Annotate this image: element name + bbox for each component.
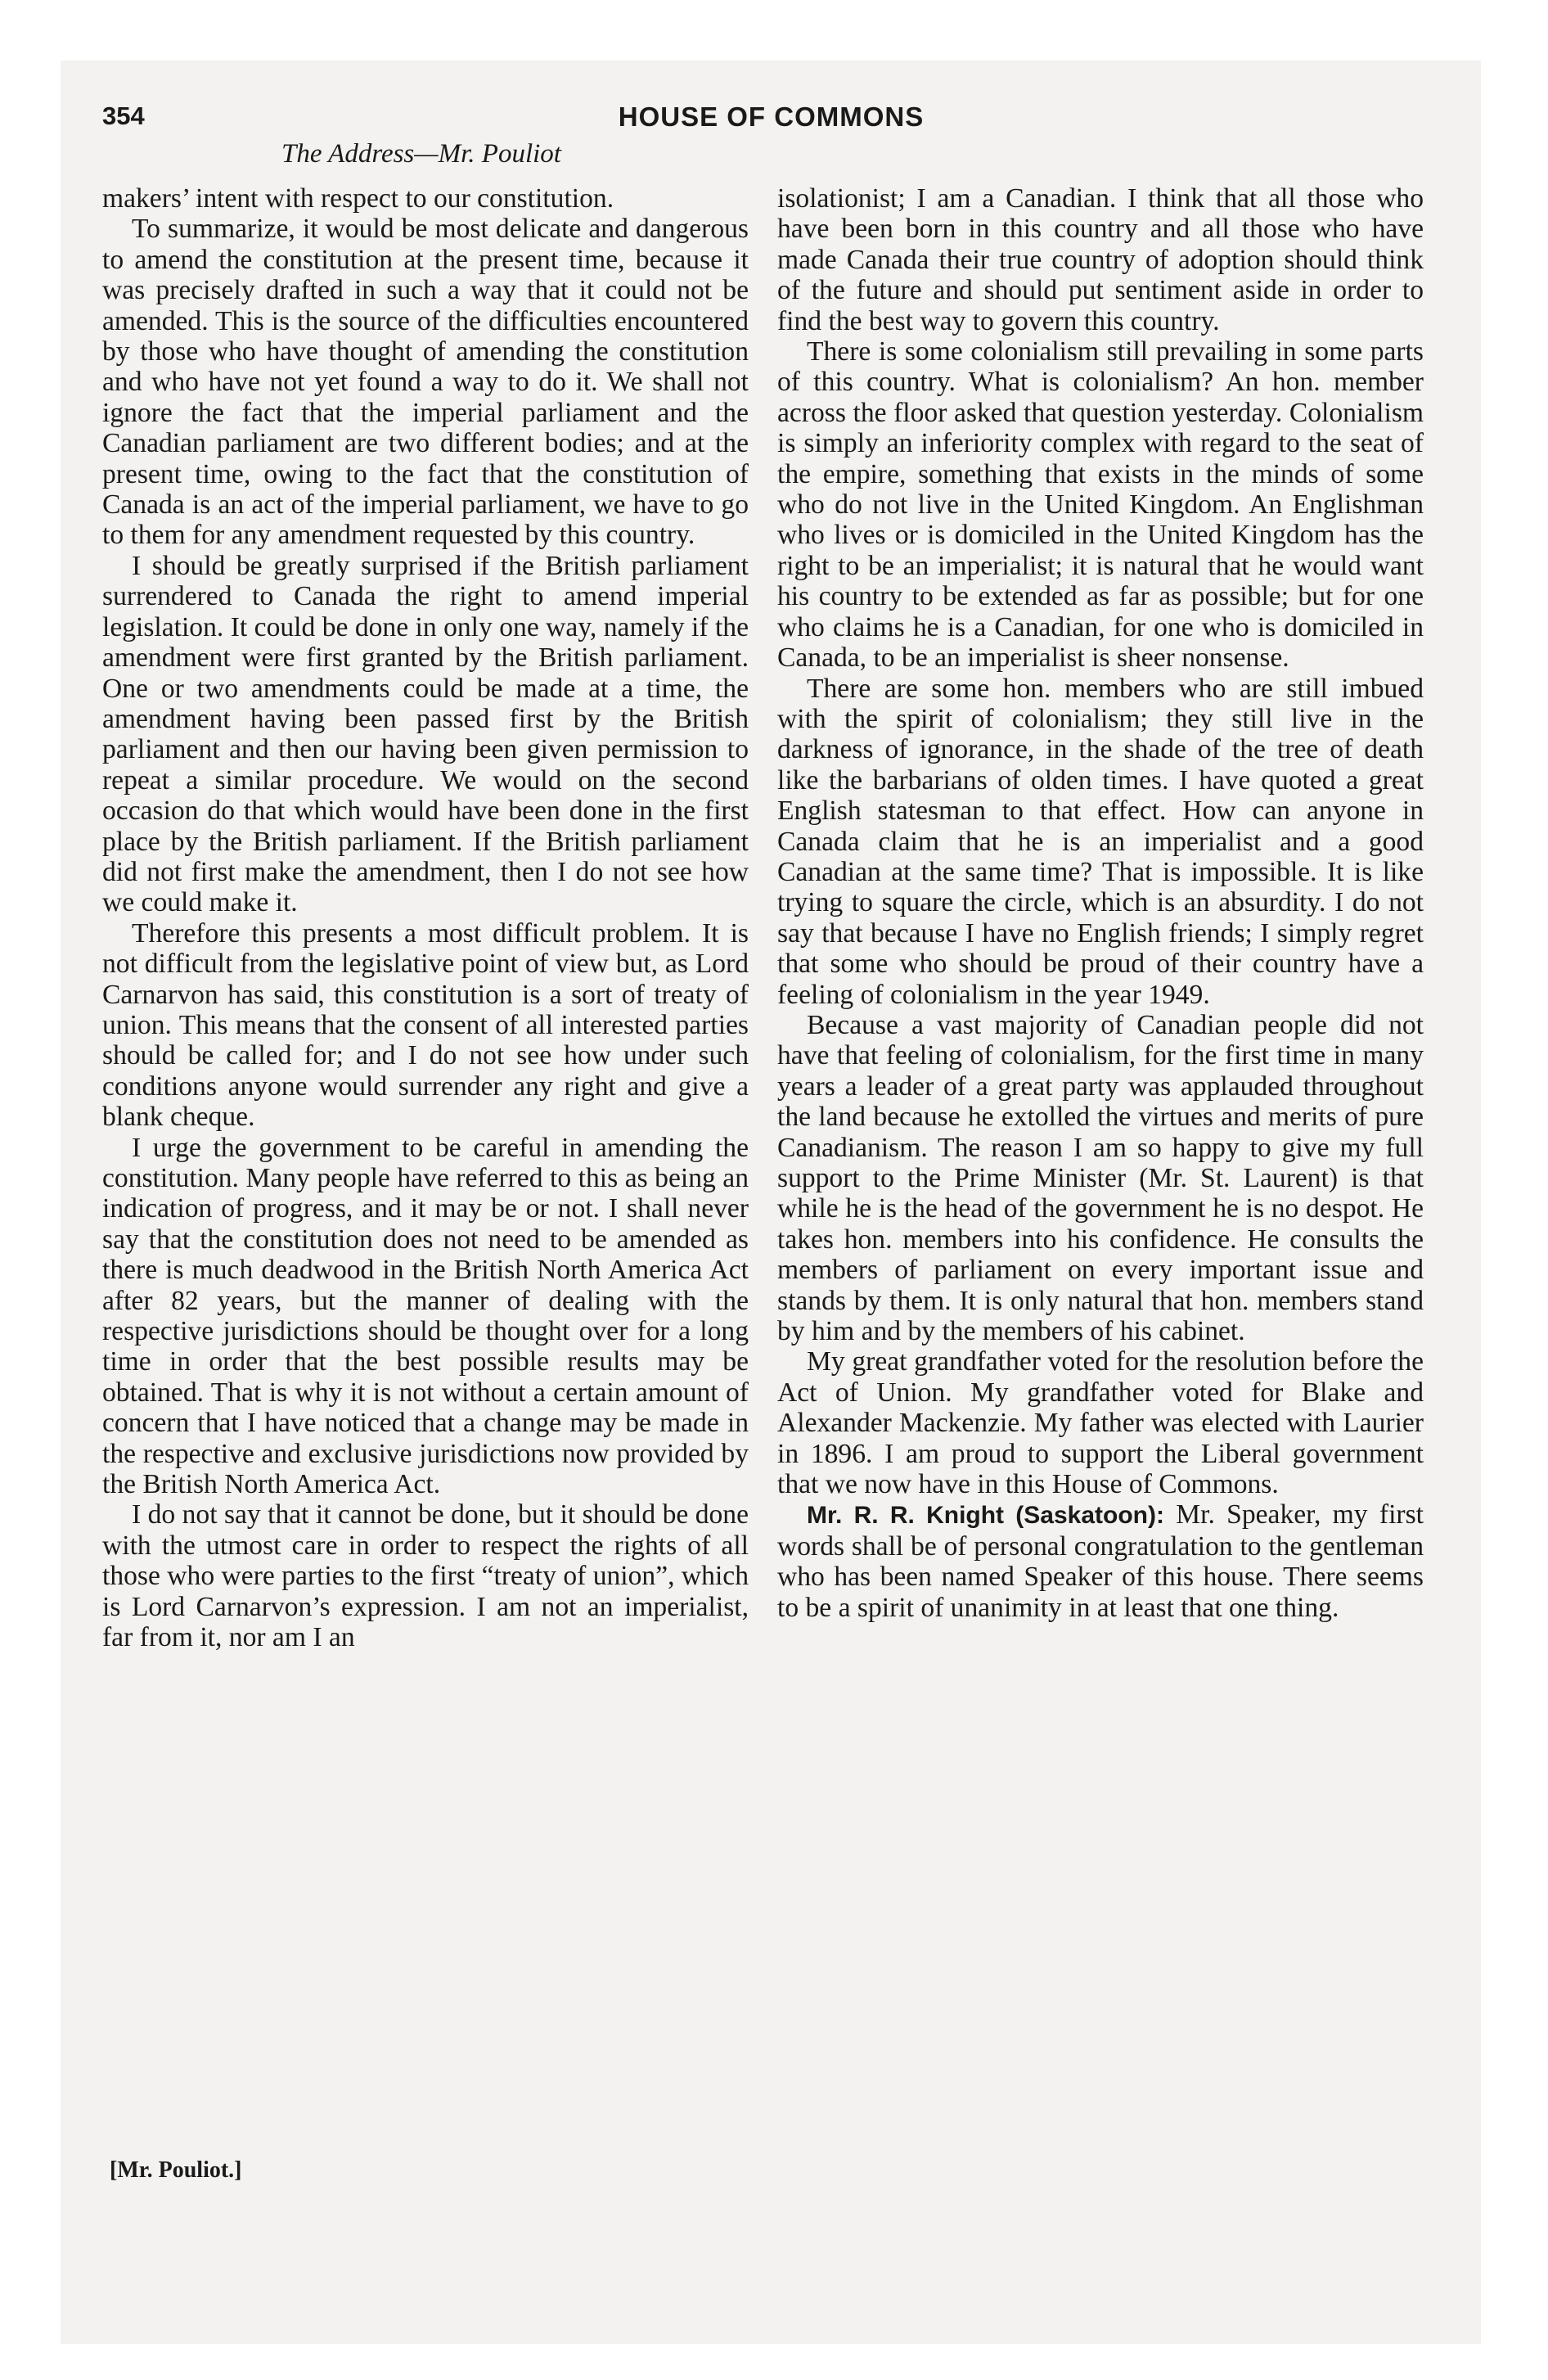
right-column <box>777 183 1424 1623</box>
speaker-name: Mr. R. R. Knight (Saskatoon): <box>807 1502 1164 1530</box>
paragraph: isolationist; I am a Canadian. I think that all those who have been born in this country and all those who have made Canada their true country of adoption should think of the future and should put sentiment aside in order to find the best way to govern this country. <box>777 183 1424 336</box>
paragraph: My great grandfather voted for the resolution before the Act of Union. My grandfather voted for Blake and Alexander Mackenzie. My father was elected with Laurier in 1896. I am proud to support the Liberal government that we now have in this House of Commons. <box>777 1346 1424 1500</box>
page-number: 354 <box>102 101 145 130</box>
paragraph: There are some hon. members who are still imbued with the spirit of colonialism; they still live in the darkness of ignorance, in the shade of the tree of death like the barbarians of olden times. I have quoted a great English statesman to that effect. How can anyone in Canada claim that he is an imperialist and a good Canadian at the same time? That is impossible. It is like trying to square the circle, which is an absurdity. I do not say that because I have no English friends; I simply regret that some who should be proud of their country have a feeling of colonialism in the year 1949. <box>777 673 1424 1010</box>
paragraph: I do not say that it cannot be done, but it should be done with the utmost care in order to respect the rights of all those who were parties to the first “treaty of union”, which is Lord Carnarvon’s expression. I am not an imperialist, far from it, nor am I an <box>102 1499 749 1653</box>
page-header <box>102 101 1440 141</box>
paragraph: I should be greatly surprised if the British parliament surrendered to Canada the right to amend imperial legislation. It could be done in only one way, namely if the amendment were first granted by the British parliament. One or two amendments could be made at a time, the amendment having been passed first by the British parliament and then our having been given permission to repeat a similar procedure. We would on the second occasion do that which would have been done in the first place by the British parliament. If the British parliament did not first make the amendment, then I do not see how we could make it. <box>102 550 749 918</box>
paragraph: Therefore this presents a most difficult problem. It is not difficult from the legislative point of view but, as Lord Carnarvon has said, this constitution is a sort of treaty of union. This means that the consent of all interested parties should be called for; and I do not see how under such conditions anyone would surrender any right and give a blank cheque. <box>102 917 749 1133</box>
speech-text: Mr. Speaker, my first words shall be of personal congratulation to the gentleman who has been named Speaker of this house. There seems to be a spirit of unanimity in at least that one thing. <box>777 1499 1424 1623</box>
paragraph: I urge the government to be careful in amending the constitution. Many people have referred to this as being an indication of progress, and it may be or not. I shall never say that the constitution does not need to be amended as there is much deadwood in the British North America Act after 82 years, but the manner of dealing with the respective jurisdictions should be thought over for a long time in order that the best possible results may be obtained. That is why it is not without a certain amount of concern that I have noticed that a change may be made in the respective and exclusive jurisdictions now provided by the British North America Act. <box>102 1132 749 1500</box>
paragraph: To summarize, it would be most delicate and dangerous to amend the constitution at the present time, because it was precisely drafted in such a way that it could not be amended. This is the source of the difficulties encountered by those who have thought of amending the constitution and who have not yet found a way to do it. We shall not ignore the fact that the imperial parliament and the Canadian parliament are two different bodies; and at the present time, owing to the fact that the constitution of Canada is an act of the imperial parliament, we have to go to them for any amendment requested by this country. <box>102 214 749 551</box>
paragraph: makers’ intent with respect to our constitution. <box>102 183 614 214</box>
running-head: HOUSE OF COMMONS <box>618 101 925 132</box>
paragraph: Because a vast majority of Canadian people did not have that feeling of colonialism, for the first time in many years a leader of a great party was applauded throughout the land because he extolled the virtues and merits of pure Canadianism. The reason I am so happy to give my full support to the Prime Minister (Mr. St. Laurent) is that while he is the head of the government he is no despot. He takes hon. members into his confidence. He consults the members of parliament on every important issue and stands by them. It is only natural that hon. members stand by him and by the members of his cabinet. <box>777 1009 1424 1347</box>
footer-speaker-tag: [Mr. Pouliot.] <box>110 2157 242 2183</box>
left-column <box>102 183 749 1653</box>
speech-paragraph <box>777 1499 1424 1623</box>
paragraph: There is some colonialism still prevailing in some parts of this country. What is colonialism? An hon. member across the floor asked that question yesterday. Colonialism is simply an inferiority complex with regard to the seat of the empire, something that exists in the minds of some who do not live in the United Kingdom. An Englishman who lives or is domiciled in the United Kingdom has the right to be an imperialist; it is natural that he would want his country to be extended as far as possible; but for one who claims he is a Canadian, for one who is domiciled in Canada, to be an imperialist is sheer nonsense. <box>777 336 1424 674</box>
section-subhead: The Address—Mr. Pouliot <box>281 139 561 169</box>
